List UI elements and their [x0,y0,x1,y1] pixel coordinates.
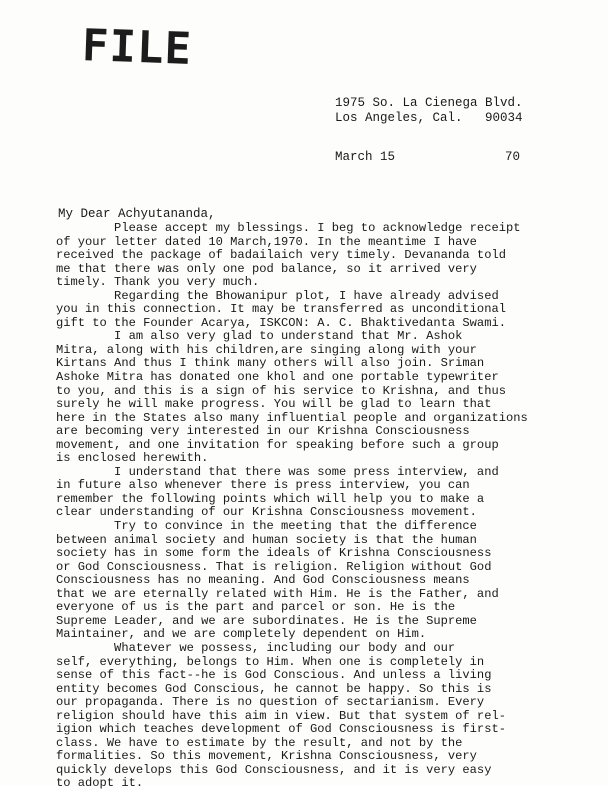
body-line: self, everything, belongs to Him. When one is completely in [56,654,485,669]
body-line: clear understanding of our Krishna Consciousness movement. [56,505,477,520]
body-line: Supreme Leader, and we are subordinates. He is the Supreme [56,613,477,628]
body-line: is enclosed herewith. [56,451,209,466]
body-line: Maintainer, and we are completely dependent on Him. [56,627,427,642]
body-line: you in this connection. It may be transferred as unconditional [56,302,506,317]
body-line: received the package of badailaich very timely. Devananda told [56,248,506,263]
body-line: Whatever we possess, including our body and our [56,640,456,655]
body-line: movement, and one invitation for speaking before such a group [56,437,499,452]
letter-date-month-day: March 15 [335,150,396,164]
body-line: timely. Thank you very much. [56,275,260,290]
body-line: religion should have this aim in view. But that system of rel- [56,708,506,723]
body-line: Regarding the Bhowanipur plot, I have already advised [56,288,499,303]
body-line: to adopt it. [56,776,144,791]
body-line: Ashoke Mitra has donated one khol and one portable typewriter [56,370,499,385]
body-line: I am also very glad to understand that Mr. Ashok [56,329,463,344]
body-line: Mitra, along with his children,are singing along with your [56,342,477,357]
body-line: between animal society and human society is that the human [56,532,477,547]
body-line: everyone of us is the part and parcel or son. He is the [56,600,456,615]
body-line: that we are eternally related with Him. He is the Father, and [56,586,499,601]
file-stamp: FILE [81,20,193,75]
body-line: of your letter dated 10 March,1970. In the meantime I have [56,234,477,249]
sender-address-line1: 1975 So. La Cienega Blvd. [335,96,523,110]
body-line: society has in some form the ideals of Krishna Consciousness [56,546,492,561]
salutation: My Dear Achyutananda, [58,207,216,221]
body-line: I understand that there was some press interview, and [56,464,499,479]
body-line: are becoming very interested in our Krishna Consciousness [56,424,470,439]
body-line: entity becomes God Conscious, he cannot be happy. So this is [56,681,492,696]
body-line: to you, and this is a sign of his service to Krishna, and thus [56,383,506,398]
body-line: me that there was only one pod balance, so it arrived very [56,261,477,276]
letter-body [56,222,608,791]
body-line: Please accept my blessings. I beg to acknowledge receipt [56,221,521,235]
body-line: our propaganda. There is no question of sectarianism. Every [56,695,485,710]
body-line: quickly develops this God Consciousness, and it is very easy [56,762,492,777]
body-line: remember the following points which will help you to make a [56,491,485,506]
body-line: here in the States also many influential people and organizations [56,410,528,425]
body-line: Consciousness has no meaning. And God Consciousness means [56,573,470,588]
body-line: Try to convince in the meeting that the difference [56,519,477,534]
body-line: class. We have to estimate by the result, and not by the [56,735,463,750]
body-line: formalities. So this movement, Krishna Consciousness, very [56,749,477,764]
body-line: Kirtans And thus I think many others will also join. Sriman [56,356,485,371]
body-line: sense of this fact--he is God Conscious. And unless a living [56,668,492,683]
body-line: gift to the Founder Acarya, ISKCON: A. C. Bhaktivedanta Swami. [56,315,506,330]
body-line: igion which teaches development of God Consciousness is first- [56,722,506,737]
body-line: in future also whenever there is press interview, you can [56,478,470,493]
body-line: or God Consciousness. That is religion. Religion without God [56,559,492,574]
sender-address-line2: Los Angeles, Cal. 90034 [335,111,523,125]
letter-date-year: 70 [505,150,521,164]
body-line: surely he will make progress. You will be glad to learn that [56,397,492,412]
